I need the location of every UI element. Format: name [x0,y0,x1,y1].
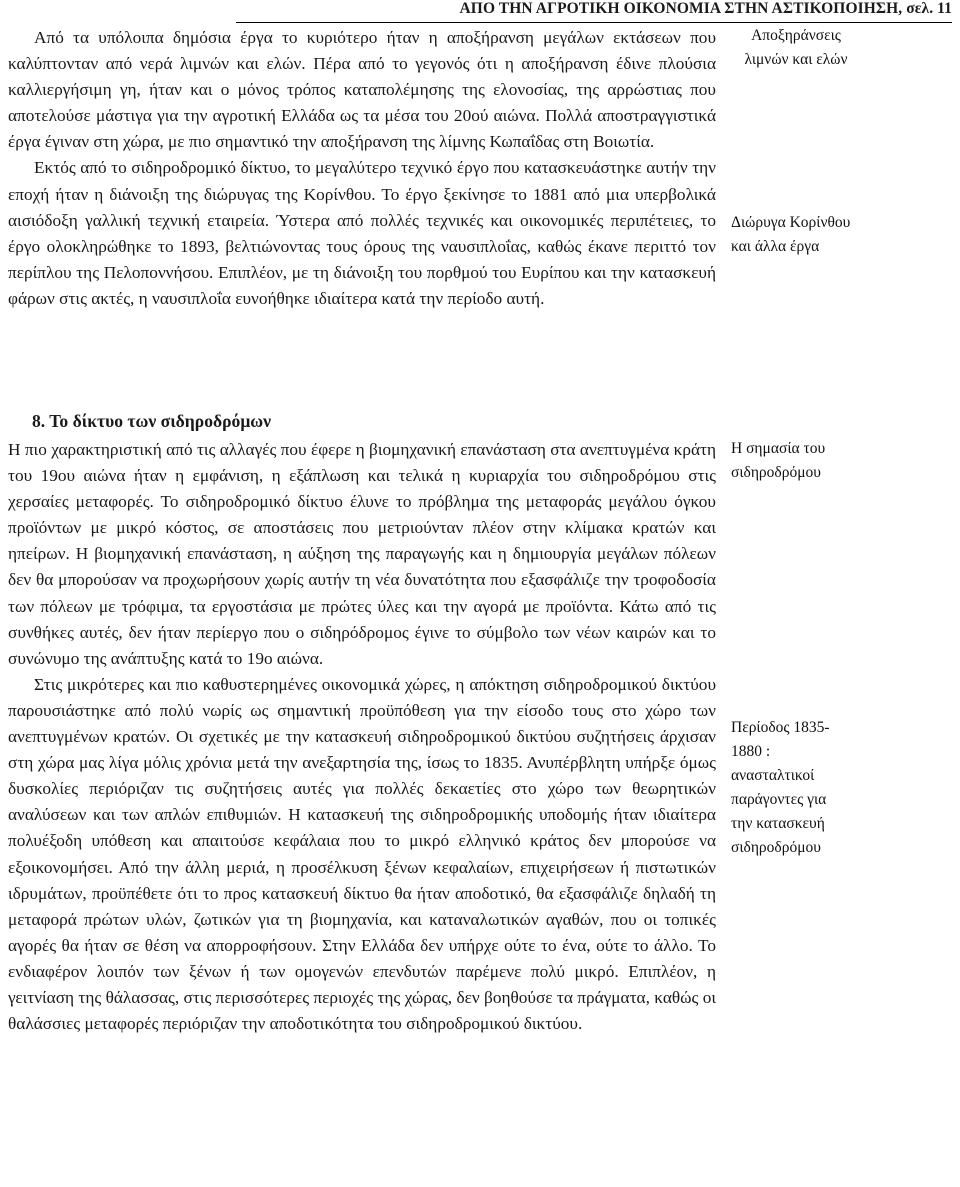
paragraph-railway-obstacles: Στις μικρότερες και πιο καθυστερημένες οικονομικά χώρες, η απόκτηση σιδηροδρομικού δικτύου παρουσιάστηκε από πολύ νωρίς ως σημαντική προϋπόθεση για την είσοδο τους στο χώρο των ανεπτυγμένων κρατών. Οι σχετικές με την κατασκευή σιδηροδρομικού δικτύου συζητήσεις άρχισαν στη χώρα μας λίγα μόλις χρόνια μετά την ανεξαρτησία της, ίσως το 1835. Ανυπέρβλητη υπήρξε όμως δυσκολίες περιόριζαν τις συζητήσεις αυτές για πολλές δεκαετίες στο χώρο των θεωρητικών αναλύσεων και των απλών επιθυμιών. Η κατασκευή της σιδηροδρομικής υποδομής ήταν ιδιαίτερα πολυέξοδη υπόθεση και απαιτούσε κεφάλαια που το μικρό ελληνικό κράτος δεν μπορούσε να εξοικονομήσει. Από την άλλη μεριά, η προσέλκυση ξένων κεφαλαίων, επιχειρήσεων ή πιστωτικών ιδρυμάτων, προϋπέθετε ότι το προς κατασκευή δίκτυο θα ήταν αποδοτικό, θα εξασφάλιζε δηλαδή τη μεταφορά πρώτων υλών, ζωτικών για τη βιομηχανία, και καταναλωτικών αγαθών, που οι τοπικές αγορές θα ήταν σε θέση να απορροφήσουν. Στην Ελλάδα δεν υπήρχε ούτε το ένα, ούτε το άλλο. Το ενδιαφέρον λοιπόν των ξένων ή των ομογενών επενδυτών παρέμενε πολύ μικρό. Επιπλέον, η γειτνίαση της θάλασσας, στις περισσότερες περιοχές της χώρας, δεν βοηθούσε τα πράγματα, καθώς οι θαλάσσιες μεταφορές περιόριζαν την αποδοτικότητα του σιδηροδρομικού δικτύου. [8,674,716,1034]
paragraph-drainage-works: Από τα υπόλοιπα δημόσια έργα το κυριότερο ήταν η αποξήρανση μεγάλων εκτάσεων που καλύπτονταν από νερά λιμνών και ελών. Πέρα από το γεγονός ότι η αποξήρανση έδινε πλούσια καλλιεργήσιμη γη, ήταν και ο μόνος τρόπος καταπολέμησης της ελονοσίας, της αρρώστιας που αποτελούσε μάστιγα για την αγροτική Ελλάδα ως τα μέσα του 20ού αιώνα. Πολλά αποστραγγιστικά έργα έγιναν στη χώρα, με πιο σημαντικό την αποξήρανση της λίμνης Κωπαΐδας στη Βοιωτία. [8,28,716,152]
sidenote-railway-importance: Η σημασία του σιδηροδρόμου [731,440,826,481]
sidenote-corinth-canal: Διώρυγα Κορίνθου και άλλα έργα [731,214,851,255]
sidenote-period-1835-1880: Περίοδος 1835-1880 : ανασταλτικοί παράγοντες για την κατασκευή σιδηροδρόμου [731,719,830,856]
sidenote-drainage: Αποξηράνσεις λιμνών και ελών [744,27,848,68]
paragraph-corinth-canal: Εκτός από το σιδηροδρομικό δίκτυο, το μεγαλύτερο τεχνικό έργο που κατασκευάστηκε αυτήν την εποχή ήταν η διάνοιξη της διώρυγας της Κορίνθου. Το έργο ξεκίνησε το 1881 από μια υπερβολικά αισιόδοξη γαλλική τεχνική εταιρεία. Ύστερα από πολλές τεχνικές και οικονομικές περιπέτειες, το έργο ολοκληρώθηκε το 1893, βελτιώνοντας τους όρους της ναυσιπλοΐας, καθώς έκανε περιττό τον περίπλου της Πελοποννήσου. Επιπλέον, με τη διάνοιξη του πορθμού του Ευρίπου και την κατασκευή φάρων στις ακτές, η ναυσιπλοΐα ευνοήθηκε ιδιαίτερα κατά την περίοδο αυτή. [8,158,716,308]
paragraph-railway-importance: Η πιο χαρακτηριστική από τις αλλαγές που έφερε η βιομηχανική επανάσταση στα ανεπτυγμένα κράτη του 19ου αιώνα ήταν η εμφάνιση, η εξάπλωση και τελικά η κυριαρχία του σιδηροδρόμου στις χερσαίες μεταφορές. Το σιδηροδρομικό δίκτυο έλυνε το πρόβλημα της μεταφοράς μεγάλου όγκου προϊόντων με μικρό κόστος, σε αποστάσεις που μετριούνταν πλέον στην κλίμακα κρατών και ηπείρων. Η βιομηχανική επανάσταση, η αύξηση της παραγωγής και η δημιουργία μεγάλων πόλεων δεν θα μπορούσαν να προχωρήσουν χωρίς αυτήν τη νέα δυνατότητα που εξασφάλιζε την τροφοδοσία των πόλεων με τρόφιμα, τα εργοστάσια με πρώτες ύλες και την αγορά με προϊόντα. Κάτω από τις συνθήκες αυτές, δεν ήταν περίεργο που ο σιδηρόδρομος έγινε το σύμβολο των νέων καιρών και το συνώνυμο της ανάπτυξης κατά το 19ο αιώνα. [8,440,716,668]
section-title-railway-network: 8. Το δίκτυο των σιδηροδρόμων [32,411,272,431]
main-text-block-public-works [8,25,716,312]
page-header: ΑΠΟ ΤΗΝ ΑΓΡΟΤΙΚΗ ΟΙΚΟΝΟΜΙΑ ΣΤΗΝ ΑΣΤΙΚΟΠΟΙΗΣΗ, σελ. 11 [236,0,952,23]
main-text-block-railways [8,437,716,1037]
